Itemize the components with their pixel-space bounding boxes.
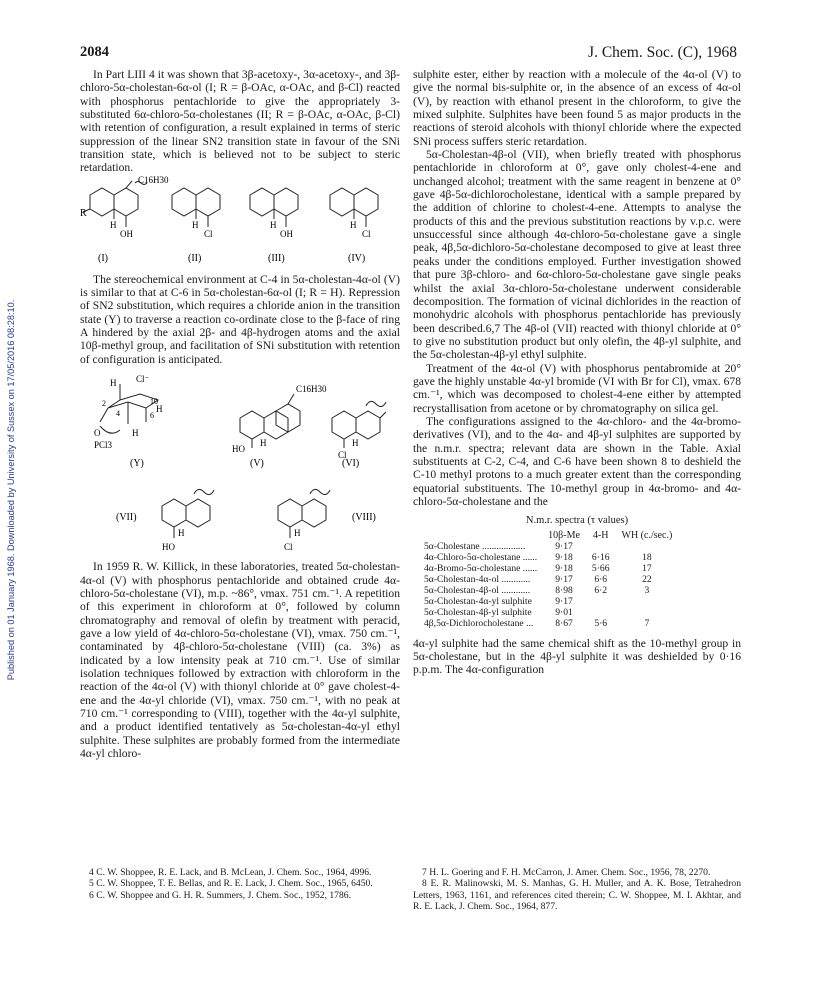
table-row: [424, 541, 678, 552]
right-column: [413, 68, 741, 677]
left-paragraph-1: In Part LIII 4 it was shown that 3β-acetoxy-, 3α-acetoxy-, and 3β-chloro-5α-cholestan-6α-ol (I; R = β-OAc, α-OAc, and β-Cl) reacted with phosphorus pentachloride to give the appropriately 3-substituted 6α-chloro-5α-cholestanes (II; R = β-OAc, α-OAc, β-Cl) with retention of configuration, a result explained in terms of steric suppression of the linear SN2 transition state in favour of the SNi transition state, which is believed not to be subject to steric retardation.: [80, 68, 400, 175]
cl-label-VI: Cl: [338, 450, 347, 461]
left-paragraph-2: The stereochemical environment at C-4 in 5α-cholestan-4α-ol (V) is similar to that at C-6 in 5α-cholestan-6α-ol (I; R = H). Repression of SN2 substitution, which requires a chloride anion in the transition state (Y) to traverse a reaction co-ordinate close to the β-face of ring A hindered by the axial 2β- and 4β-hydrogen atoms and the axial 10β-methyl group, and facilitation of SNi substitution with retention of configuration is anticipated.: [80, 272, 400, 366]
table-cell: 9·18: [555, 551, 573, 563]
table-cell: 5α-Cholestan-4β-yl sulphite: [424, 606, 532, 618]
cl-label-VIII: Cl: [284, 542, 293, 553]
h-label-VI: H: [352, 438, 359, 449]
table-row: [424, 596, 678, 607]
label-I: (I): [98, 252, 108, 264]
table-cell: [586, 607, 616, 618]
ho-label-V: HO: [232, 444, 245, 455]
footnotes-left: [80, 867, 400, 901]
cl-label-II: Cl: [204, 228, 213, 239]
pcl3-label: PCl3: [94, 440, 113, 451]
right-paragraph-2: 5α-Cholestan-4β-ol (VII), when briefly treated with phosphorus pentachloride in chloroform at 0°, gave only cholest-4-ene and unchanged alcohol; treatment with the same reagent in benzene at 0° gave 4β-5α-dichlorocholestane, identical with a sample prepared by the addition of chlorine to cholest-4-ene. Attempts to analyse the products of this and the previous substitution reactions by v.p.c. were unsuccessful since although 4α-chloro-5α-cholestane gave a single peak, 4β,5α-dichloro-5α-cholestane decomposed to give at least three peaks under the conditions employed. Further investigation showed that pure 3β-chloro- and 6α-chloro-5α-cholestane gave single peaks whilst the axial 3α-chloro-5α-cholestane underwent considerable decomposition. The formation of vicinal dichlorides in the reaction of monohydric alcohols with phosphorus pentachloride has previously been described.6,7 The 4β-ol (VII) reacted with thionyl chloride at 0° to give no substitution product but only olefin, the 4β-yl sulphite, and the 5α-cholestan-4β-yl ethyl sulphite.: [413, 148, 741, 362]
cl-label-IV: Cl: [362, 228, 371, 239]
left-column: [80, 68, 400, 760]
right-paragraph-1: sulphite ester, either by reaction with a molecule of the 4α-ol (V) to give the normal bis-sulphite or, in the absence of an excess of 4α-ol (V), by reaction with ethanol present in the chloroform, to give the mixed sulphite. Sulphites have been found 5 as major products in the reactions of steroid alcohols with thionyl chloride where the expected SNi process suffers steric retardation.: [413, 68, 741, 148]
h-label-Y2: H: [156, 404, 163, 415]
table-cell: 6·2: [594, 584, 608, 596]
label-VII: (VII): [116, 512, 137, 524]
footnote: 8 E. R. Malinowski, M. S. Manhas, G. H. Muller, and A. K. Bose, Tetrahedron Letters, 1963, 1161, and references cited therein; C. W. Shoppee, M. I. Akhtar, and R. E. Lack, J. Chem. Soc., 1964, 877.: [413, 878, 741, 913]
table-cell: 9·18: [555, 562, 573, 574]
table-cell: 22: [642, 573, 652, 585]
side-chain-label-V: C16H30: [296, 384, 327, 395]
structures-VII-VIII: [80, 480, 400, 560]
footnote: 7 H. L. Goering and F. H. McCarron, J. Amer. Chem. Soc., 1956, 78, 2270.: [422, 867, 711, 878]
h-label-V: H: [260, 438, 267, 449]
h-label-Y1: H: [110, 378, 117, 389]
table-cell: 8·67: [555, 617, 573, 629]
footnote: 4 C. W. Shoppee, R. E. Lack, and B. McLean, J. Chem. Soc., 1964, 4996.: [89, 867, 372, 878]
table-cell: 5α-Cholestane ..................: [424, 540, 526, 552]
footnote: 5 C. W. Shoppee, T. E. Bellas, and R. E. Lack, J. Chem. Soc., 1965, 6450.: [89, 878, 373, 890]
table-cell: 5α-Cholestan-4α-ol ............: [424, 573, 531, 585]
table-cell: 9·01: [555, 606, 573, 618]
label-VI: (VI): [342, 458, 360, 470]
table-row: [424, 618, 678, 629]
table-cell: 17: [642, 562, 652, 574]
h-label-I: H: [110, 219, 117, 230]
table-cell: 5·66: [591, 562, 610, 574]
table-row: [424, 574, 678, 585]
c6-label: 6: [150, 411, 154, 421]
c10-label: 10: [150, 397, 158, 407]
label-VIII: (VIII): [352, 512, 376, 524]
table-row: [424, 552, 678, 563]
c2-label: 2: [102, 399, 106, 409]
label-II: (II): [188, 252, 202, 264]
right-paragraph-3: Treatment of the 4α-ol (V) with phosphorus pentabromide at 20° gave the highly unstable 4α-yl bromide (VI with Br for Cl), νmax. 678 cm.⁻¹, which was decomposed to cholest-4-ene either by attempted recrystallisation from acetone or by chromatography on silica gel.: [413, 361, 741, 415]
structures-Y-VI: [80, 366, 400, 480]
table-cell: 18: [642, 551, 652, 563]
page-number: 2084: [80, 44, 109, 60]
table-cell: 5α-Cholestan-4β-ol ............: [424, 584, 531, 596]
table-cell: 9·17: [555, 573, 573, 585]
table-header-cell: [424, 530, 542, 541]
r-group-label: R: [80, 207, 87, 219]
h-label-II: H: [192, 219, 199, 230]
table-cell: 6·16: [591, 551, 610, 563]
right-paragraph-4: The configurations assigned to the 4α-chloro- and the 4α-bromo-derivatives (VI), and to the 4α- and 4β-yl sulphites are supported by the n.m.r. spectra; relevant data are shown in the Table. Axial substituents at C-2, C-4, and C-6 have been shown 8 to deshield the C-10 methyl protons to a much greater extent than the corresponding equatorial substituents. The 10-methyl group in 4α-bromo- and 4α-chloro-5α-cholestane and the: [413, 414, 741, 508]
h-label-IV: H: [350, 219, 357, 230]
right-paragraph-5: 4α-yl sulphite had the same chemical shift as the 10-methyl group in 5α-cholestane, but in the 4β-yl sulphite it was deshielded by 0·16 p.p.m. The 4α-configuration: [413, 636, 741, 677]
left-paragraph-3: In 1959 R. W. Killick, in these laboratories, treated 5α-cholestan-4α-ol (V) with phosphorus pentachloride and obtained crude 4α-chloro-5α-cholestane (VI), m.p. ~86°, νmax. 751 cm.⁻¹. A repetition of this experiment in chloroform at 0°, followed by column chromatography and removal of olefin by treatment with peracid, gave a low yield of 4α-chloro-5α-cholestane (VI), νmax. 750 cm.⁻¹, contaminated by 4β-chloro-5α-cholestane (VIII) (ca. 3%) as indicated by a low intensity peak at 710 cm.⁻¹. Use of similar isolation techniques followed by extraction with chloroform in the reaction of the 4α-ol (V) with thionyl chloride at 0° gave cholest-4-ene and the 4α-yl chloride (VI), νmax. 750 cm.⁻¹, with no peak at 710 cm.⁻¹ corresponding to (VIII), together with the 4α-yl sulphite, and a product identified tentatively as 5α-cholestan-4α-yl ethyl sulphite. These sulphites are probably formed from the intermediate 4α-yl chloro-: [80, 560, 400, 760]
nmr-table: [424, 530, 678, 629]
o-label-Y: O: [94, 428, 101, 439]
oh-label-I: OH: [120, 228, 133, 239]
download-watermark-text: Published on 01 January 1968. Downloaded by University of Sussex on 17/05/2016 08:28:10.: [6, 299, 16, 681]
table-cell: 5·6: [594, 617, 608, 629]
table-row: [424, 585, 678, 596]
side-chain-label: C16H30: [138, 174, 169, 185]
table-header-cell: WH (c./sec.): [621, 529, 673, 541]
h-label-VII: H: [178, 528, 185, 539]
chloride-anion-label: Cl⁻: [136, 374, 150, 385]
footnotes-right: [413, 867, 741, 913]
journal-header: J. Chem. Soc. (C), 1968: [588, 44, 737, 61]
table-cell: 6·6: [594, 573, 608, 585]
table-cell: [586, 541, 616, 552]
table-cell: 4β,5α-Dichlorocholestane ...: [424, 617, 534, 629]
table-row: [424, 563, 678, 574]
label-V: (V): [250, 458, 264, 470]
table-cell: 8·98: [555, 584, 573, 596]
table-cell: 4α-Bromo-5α-cholestane ......: [424, 562, 538, 574]
h-label-III: H: [270, 219, 277, 230]
table-cell: [616, 596, 679, 607]
table-header-cell: 10β-Me: [548, 529, 580, 541]
table-cell: 5α-Cholestan-4α-yl sulphite: [424, 595, 532, 607]
table-caption: N.m.r. spectra (τ values): [525, 515, 629, 527]
table-cell: 9·17: [555, 595, 573, 607]
table-cell: [616, 607, 679, 618]
label-IV: (IV): [348, 252, 366, 264]
footnote: 6 C. W. Shoppee and G. H. R. Summers, J. Chem. Soc., 1952, 1786.: [89, 889, 351, 901]
c4-label: 4: [116, 409, 120, 419]
table-cell: 4α-Chloro-5α-cholestane ......: [424, 551, 538, 563]
structures-I-IV: [80, 175, 400, 273]
h-label-VIII: H: [294, 528, 301, 539]
table-cell: 3: [644, 584, 650, 596]
label-III: (III): [268, 252, 285, 264]
download-watermark: [3, 150, 19, 830]
table-cell: 9·17: [555, 540, 573, 552]
table-header-row: [424, 530, 678, 541]
table-cell: [586, 596, 616, 607]
table-header-cell: 4-H: [592, 529, 609, 541]
oh-label-III: OH: [280, 228, 293, 239]
table-row: [424, 607, 678, 618]
h-label-Y3: H: [132, 428, 139, 439]
ho-label-VII: HO: [162, 542, 175, 553]
label-Y: (Y): [130, 458, 144, 470]
table-cell: [616, 541, 679, 552]
table-cell: 7: [644, 617, 650, 629]
